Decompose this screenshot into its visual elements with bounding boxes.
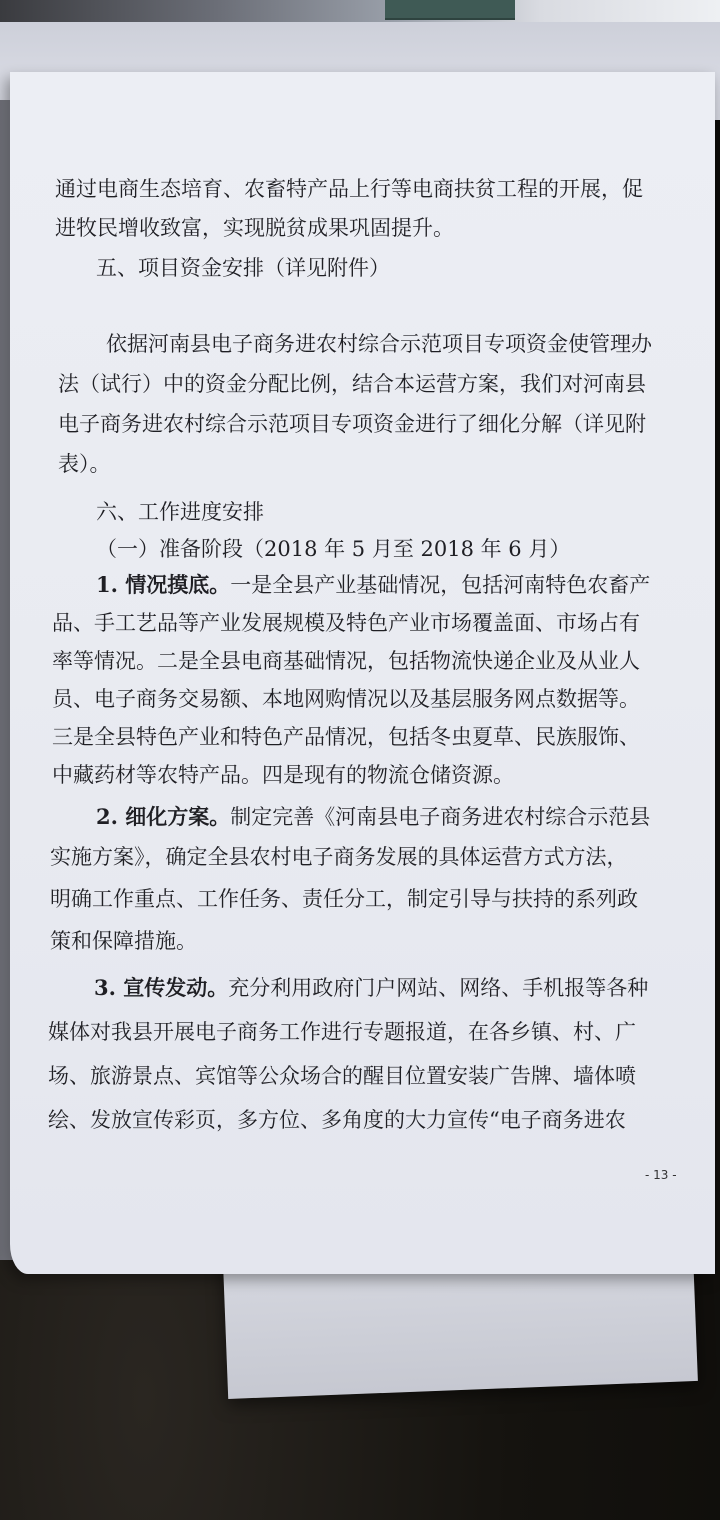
item-2-heading: 2. 细化方案。 bbox=[96, 804, 231, 829]
page-number: - 13 - bbox=[645, 1168, 677, 1182]
text-line: 电子商务进农村综合示范项目专项资金进行了细化分解（详见附 bbox=[58, 412, 646, 436]
text-line: 品、手工艺品等产业发展规模及特色产业市场覆盖面、市场占有 bbox=[52, 611, 640, 635]
text-line: 三是全县特色产业和特色产品情况，包括冬虫夏草、民族服饰、 bbox=[52, 725, 640, 749]
text-line: 策和保障措施。 bbox=[50, 929, 197, 953]
item-1-heading: 1. 情况摸底。 bbox=[96, 572, 231, 597]
text-line: 通过电商生态培育、农畜特产品上行等电商扶贫工程的开展，促 bbox=[55, 177, 643, 201]
text-line: 表）。 bbox=[58, 452, 111, 476]
document-page bbox=[10, 72, 715, 1274]
item-3-text: 充分利用政府门户网站、网络、手机报等各种 bbox=[228, 976, 649, 1000]
item-1-first-line bbox=[96, 571, 650, 599]
text-line: 进牧民增收致富，实现脱贫成果巩固提升。 bbox=[55, 216, 454, 240]
item-2-text: 制定完善《河南县电子商务进农村综合示范县 bbox=[230, 805, 651, 829]
text-line: 媒体对我县开展电子商务工作进行专题报道，在各乡镇、村、广 bbox=[48, 1020, 636, 1044]
section-heading-5: 五、项目资金安排（详见附件） bbox=[96, 256, 390, 280]
text-line: 场、旅游景点、宾馆等公众场合的醒目位置安装广告牌、墙体喷 bbox=[48, 1064, 636, 1088]
text-line: 法（试行）中的资金分配比例，结合本运营方案，我们对河南县 bbox=[58, 372, 646, 396]
text-line: 率等情况。二是全县电商基础情况，包括物流快递企业及从业人 bbox=[52, 649, 640, 673]
section-heading-6: 六、工作进度安排 bbox=[96, 500, 264, 524]
item-3-first-line bbox=[94, 974, 648, 1002]
item-3-heading: 3. 宣传发动。 bbox=[94, 975, 229, 1000]
text-line: 中藏药材等农特产品。四是现有的物流仓储资源。 bbox=[52, 763, 514, 787]
text-line: 绘、发放宣传彩页，多方位、多角度的大力宣传“电子商务进农 bbox=[48, 1108, 626, 1132]
top-edge-strip bbox=[0, 0, 720, 22]
item-1-text: 一是全县产业基础情况，包括河南特色农畜产 bbox=[230, 573, 651, 597]
text-line: 依据河南县电子商务进农村综合示范项目专项资金使管理办 bbox=[106, 332, 652, 356]
text-line: 实施方案》，确定全县农村电子商务发展的具体运营方式方法， bbox=[50, 845, 628, 869]
green-folder-tab bbox=[385, 0, 515, 20]
text-line: 员、电子商务交易额、本地网购情况以及基层服务网点数据等。 bbox=[52, 687, 640, 711]
item-2-first-line bbox=[96, 803, 650, 831]
subsection-heading-1: （一）准备阶段（2018 年 5 月至 2018 年 6 月） bbox=[96, 537, 571, 561]
text-line: 明确工作重点、工作任务、责任分工，制定引导与扶持的系列政 bbox=[50, 887, 638, 911]
